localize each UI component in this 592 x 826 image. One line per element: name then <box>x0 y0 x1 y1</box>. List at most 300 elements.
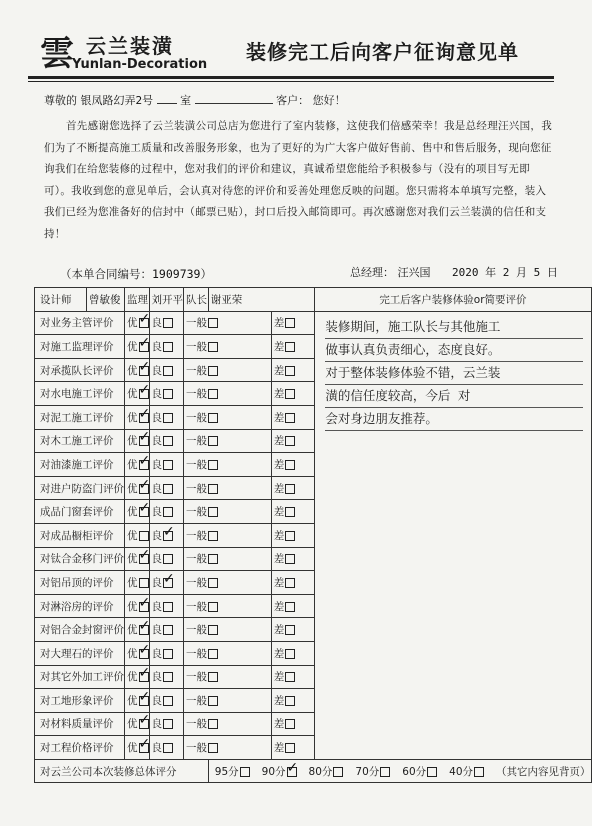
rating-checkbox[interactable] <box>139 554 149 564</box>
rating-option-label: 一般 <box>186 600 207 613</box>
rating-option <box>271 358 315 382</box>
rating-option-label: 差 <box>273 671 285 684</box>
rating-checkbox[interactable] <box>285 625 295 635</box>
rating-checkbox[interactable] <box>139 507 149 517</box>
salutation-prefix: 尊敬的 <box>44 94 77 107</box>
rating-option-label: 优 <box>127 340 138 353</box>
rating-checkbox[interactable] <box>285 649 295 659</box>
rating-option-label: 一般 <box>186 694 207 707</box>
overall-option <box>402 766 437 778</box>
rating-option <box>271 641 315 665</box>
rating-option <box>271 571 315 595</box>
rating-option-label: 差 <box>273 340 285 353</box>
rating-option-label: 一般 <box>186 411 207 424</box>
rating-option-label: 差 <box>273 364 285 377</box>
rating-option <box>125 665 150 689</box>
overall-options <box>208 759 591 783</box>
overall-option-label: 95分 <box>214 765 239 778</box>
overall-option <box>262 766 297 778</box>
rating-option-label: 差 <box>273 624 285 637</box>
rating-category: 对泥工施工评价 <box>35 405 125 429</box>
rating-checkbox[interactable] <box>139 696 149 706</box>
rating-checkbox[interactable] <box>163 672 173 682</box>
overall-option <box>309 766 344 778</box>
comment-line: 对于整体装修体验不错，云兰装 <box>325 362 582 385</box>
rating-option <box>149 405 184 429</box>
rating-option <box>125 689 150 713</box>
rating-option <box>125 736 150 760</box>
rating-checkbox[interactable] <box>208 531 218 541</box>
rating-checkbox[interactable] <box>208 719 218 729</box>
rating-checkbox[interactable] <box>285 484 295 494</box>
rating-option-label: 良 <box>151 435 162 448</box>
rating-option <box>271 382 315 406</box>
rating-option-label: 差 <box>273 718 285 731</box>
rating-option <box>184 641 272 665</box>
rating-option-label: 优 <box>127 458 138 471</box>
rating-category: 对施工监理评价 <box>35 335 125 359</box>
supervisor-name: 刘开平 <box>149 288 184 312</box>
rating-option <box>149 547 184 571</box>
rating-option-label: 一般 <box>186 435 207 448</box>
rating-option-label: 差 <box>273 482 285 495</box>
rating-option <box>184 335 272 359</box>
rating-option <box>184 571 272 595</box>
rating-checkbox[interactable] <box>285 696 295 706</box>
rating-option-label: 良 <box>151 624 162 637</box>
rating-checkbox[interactable] <box>139 625 149 635</box>
rating-option <box>149 523 184 547</box>
rating-option-label: 优 <box>127 388 138 401</box>
rating-category: 对工地形象评价 <box>35 689 125 713</box>
rating-category: 对钛合金移门评价 <box>35 547 125 571</box>
rating-checkbox[interactable] <box>208 366 218 376</box>
rating-checkbox[interactable] <box>139 602 149 612</box>
form-title: 装修完工后向客户征询意见单 <box>246 40 519 64</box>
foreman-label: 队长 <box>184 288 209 312</box>
rating-option-label: 一般 <box>186 624 207 637</box>
rating-option-label: 优 <box>127 718 138 731</box>
rating-option-label: 差 <box>273 576 285 589</box>
rating-option-label: 一般 <box>186 553 207 566</box>
rating-checkbox[interactable] <box>163 743 173 753</box>
rating-category: 对其它外加工评价 <box>35 665 125 689</box>
overall-checkbox[interactable] <box>333 767 343 777</box>
rating-option <box>184 311 272 335</box>
rating-option-label: 一般 <box>186 388 207 401</box>
rating-checkbox[interactable] <box>285 531 295 541</box>
rating-option-label: 差 <box>273 694 285 707</box>
rating-checkbox[interactable] <box>139 318 149 328</box>
rating-option-label: 良 <box>151 553 162 566</box>
rating-checkbox[interactable] <box>163 342 173 352</box>
rating-option <box>125 429 150 453</box>
rating-checkbox[interactable] <box>163 366 173 376</box>
rating-checkbox[interactable] <box>163 602 173 612</box>
rating-option <box>184 382 272 406</box>
rating-checkbox[interactable] <box>139 719 149 729</box>
overall-option-label: 40分 <box>449 765 474 778</box>
rating-option <box>149 736 184 760</box>
rating-option <box>125 453 150 477</box>
rating-category: 对材料质量评价 <box>35 712 125 736</box>
overall-option-label: 80分 <box>308 765 333 778</box>
overall-checkbox[interactable] <box>474 767 484 777</box>
rating-option-label: 良 <box>151 364 162 377</box>
address-field: 银凤路幻弄2号 <box>80 94 154 107</box>
overall-option <box>215 766 250 778</box>
rating-category: 对木工施工评价 <box>35 429 125 453</box>
rating-option-label: 差 <box>273 553 285 566</box>
rating-checkbox[interactable] <box>163 436 173 446</box>
rating-option-label: 良 <box>151 411 162 424</box>
rating-option-label: 良 <box>151 529 162 542</box>
rating-option <box>149 453 184 477</box>
manager-signature-block <box>350 264 558 280</box>
rating-option-label: 差 <box>273 435 285 448</box>
rating-category: 对水电施工评价 <box>35 382 125 406</box>
rating-option-label: 一般 <box>186 317 207 330</box>
rating-checkbox[interactable] <box>208 507 218 517</box>
rating-checkbox[interactable] <box>163 649 173 659</box>
rating-option <box>271 500 315 524</box>
rating-option-label: 优 <box>127 482 138 495</box>
rating-option <box>184 736 272 760</box>
rating-option <box>271 429 315 453</box>
rating-checkbox[interactable] <box>285 554 295 564</box>
rating-option <box>184 712 272 736</box>
rating-checkbox[interactable] <box>208 436 218 446</box>
overall-option-label: 90分 <box>261 765 286 778</box>
rating-checkbox[interactable] <box>285 743 295 753</box>
comment-line: 会对身边朋友推荐。 <box>325 408 582 431</box>
rating-option-label: 良 <box>151 694 162 707</box>
rating-checkbox[interactable] <box>163 318 173 328</box>
rating-option-label: 一般 <box>186 718 207 731</box>
greeting: 您好！ <box>312 94 346 107</box>
rating-checkbox[interactable] <box>285 672 295 682</box>
rating-option-label: 一般 <box>186 742 207 755</box>
rating-checkbox[interactable] <box>139 531 149 541</box>
rating-option <box>149 641 184 665</box>
rating-checkbox[interactable] <box>163 484 173 494</box>
rating-option <box>149 476 184 500</box>
rating-checkbox[interactable] <box>163 507 173 517</box>
rating-checkbox[interactable] <box>163 460 173 470</box>
rating-option <box>125 618 150 642</box>
rating-category: 对油漆施工评价 <box>35 453 125 477</box>
rating-option-label: 一般 <box>186 647 207 660</box>
rating-option-label: 差 <box>273 317 285 330</box>
rating-checkbox[interactable] <box>139 413 149 423</box>
rating-category: 对铝合金封窗评价 <box>35 618 125 642</box>
rating-checkbox[interactable] <box>163 413 173 423</box>
rating-option-label: 良 <box>151 647 162 660</box>
rating-option <box>125 571 150 595</box>
rating-option <box>149 618 184 642</box>
rating-checkbox[interactable] <box>139 649 149 659</box>
rating-option <box>149 335 184 359</box>
rating-option <box>271 335 315 359</box>
contract-number <box>60 266 212 282</box>
rating-option <box>125 500 150 524</box>
rating-option-label: 良 <box>151 742 162 755</box>
overall-checkbox[interactable] <box>380 767 390 777</box>
rating-option <box>271 405 315 429</box>
overall-option <box>449 766 484 778</box>
rating-option <box>184 618 272 642</box>
foreman-name: 谢亚荣 <box>208 288 315 312</box>
rating-option-label: 一般 <box>186 364 207 377</box>
comment-line: 装修期间，施工队长与其他施工 <box>325 316 582 339</box>
rating-option <box>271 665 315 689</box>
rating-category: 对铝吊顶的评价 <box>35 571 125 595</box>
rating-checkbox[interactable] <box>163 531 173 541</box>
rating-checkbox[interactable] <box>208 413 218 423</box>
rating-option-label: 良 <box>151 718 162 731</box>
manager-date: 2020 年 2 月 5 日 <box>452 266 558 279</box>
rating-option-label: 良 <box>151 576 162 589</box>
rating-option-label: 差 <box>273 458 285 471</box>
rating-category: 对工程价格评价 <box>35 736 125 760</box>
rating-checkbox[interactable] <box>208 602 218 612</box>
overall-checkbox[interactable] <box>240 767 250 777</box>
rating-checkbox[interactable] <box>285 413 295 423</box>
rating-option-label: 良 <box>151 506 162 519</box>
rating-checkbox[interactable] <box>139 672 149 682</box>
rating-option <box>149 571 184 595</box>
rating-category: 成品门窗套评价 <box>35 500 125 524</box>
rating-option-label: 优 <box>127 529 138 542</box>
rating-option <box>271 476 315 500</box>
rating-checkbox[interactable] <box>285 719 295 729</box>
rating-option <box>149 429 184 453</box>
rating-checkbox[interactable] <box>208 649 218 659</box>
brand-name: 云兰装潢 <box>86 34 174 58</box>
rating-option <box>125 382 150 406</box>
rating-option <box>149 311 184 335</box>
rating-option <box>149 712 184 736</box>
rating-checkbox[interactable] <box>163 625 173 635</box>
brand-name-en: Yunlan-Decoration <box>72 57 208 72</box>
rating-option <box>271 594 315 618</box>
rating-checkbox[interactable] <box>285 507 295 517</box>
rating-category: 对承揽队长评价 <box>35 358 125 382</box>
rating-checkbox[interactable] <box>285 389 295 399</box>
rating-category: 对淋浴房的评价 <box>35 594 125 618</box>
header-rule-thin <box>28 81 554 82</box>
rating-checkbox[interactable] <box>285 460 295 470</box>
comment-line: 做事认真负责细心，态度良好。 <box>325 339 582 362</box>
rating-checkbox[interactable] <box>163 578 173 588</box>
rating-option-label: 差 <box>273 506 285 519</box>
rating-option-label: 优 <box>127 671 138 684</box>
header-rule <box>28 76 554 79</box>
rating-option <box>184 453 272 477</box>
manager-label: 总经理： <box>350 266 394 279</box>
rating-checkbox[interactable] <box>208 318 218 328</box>
rating-option <box>125 523 150 547</box>
overall-row <box>35 759 592 783</box>
rating-option-label: 一般 <box>186 482 207 495</box>
rating-option-label: 良 <box>151 388 162 401</box>
rating-checkbox[interactable] <box>208 484 218 494</box>
designer-label: 设计师 <box>35 288 87 312</box>
rating-option-label: 优 <box>127 742 138 755</box>
rating-checkbox[interactable] <box>208 696 218 706</box>
rating-checkbox[interactable] <box>285 342 295 352</box>
rating-option <box>271 523 315 547</box>
salutation <box>44 92 346 108</box>
rating-option <box>184 547 272 571</box>
staff-row <box>35 288 592 312</box>
rating-option <box>149 382 184 406</box>
rating-option-label: 良 <box>151 458 162 471</box>
rating-option-label: 优 <box>127 435 138 448</box>
rating-option-label: 优 <box>127 576 138 589</box>
rating-option-label: 差 <box>273 411 285 424</box>
supervisor-label: 监理 <box>125 288 150 312</box>
rating-option <box>271 618 315 642</box>
rating-checkbox[interactable] <box>139 436 149 446</box>
rating-checkbox[interactable] <box>208 743 218 753</box>
rating-option <box>271 311 315 335</box>
rating-checkbox[interactable] <box>208 342 218 352</box>
overall-option-label: 60分 <box>402 765 427 778</box>
rating-option <box>125 311 150 335</box>
rating-checkbox[interactable] <box>163 719 173 729</box>
rating-checkbox[interactable] <box>285 578 295 588</box>
rating-option <box>271 547 315 571</box>
rating-checkbox[interactable] <box>285 602 295 612</box>
rating-option-label: 差 <box>273 647 285 660</box>
rating-checkbox[interactable] <box>139 484 149 494</box>
comment-area <box>315 311 591 759</box>
rating-category: 对成品橱柜评价 <box>35 523 125 547</box>
rating-checkbox[interactable] <box>208 554 218 564</box>
address-blank <box>157 103 177 104</box>
rating-option <box>184 429 272 453</box>
overall-note: （其它内容见背页） <box>496 765 591 778</box>
rating-option-label: 差 <box>273 388 285 401</box>
rating-option-label: 优 <box>127 506 138 519</box>
rating-option-label: 优 <box>127 317 138 330</box>
rating-option-label: 一般 <box>186 576 207 589</box>
rating-option-label: 良 <box>151 340 162 353</box>
rating-option-label: 良 <box>151 482 162 495</box>
rating-checkbox[interactable] <box>285 366 295 376</box>
rating-option-label: 差 <box>273 742 285 755</box>
rating-option <box>149 358 184 382</box>
rating-checkbox[interactable] <box>139 389 149 399</box>
rating-checkbox[interactable] <box>139 460 149 470</box>
rating-option-label: 优 <box>127 364 138 377</box>
rating-option-label: 一般 <box>186 671 207 684</box>
rating-option <box>125 476 150 500</box>
contract-value: 1909739 <box>152 267 201 281</box>
rating-option-label: 优 <box>127 694 138 707</box>
rating-category: 对进户防盗门评价 <box>35 476 125 500</box>
rating-option-label: 良 <box>151 671 162 684</box>
rating-option-label: 良 <box>151 317 162 330</box>
rating-checkbox[interactable] <box>208 625 218 635</box>
rating-option <box>271 736 315 760</box>
rating-option <box>184 523 272 547</box>
rating-checkbox[interactable] <box>139 342 149 352</box>
overall-checkbox[interactable] <box>427 767 437 777</box>
rating-checkbox[interactable] <box>208 460 218 470</box>
rating-checkbox[interactable] <box>139 743 149 753</box>
contract-close: ） <box>200 267 212 281</box>
rating-checkbox[interactable] <box>163 696 173 706</box>
overall-option-label: 70分 <box>355 765 380 778</box>
rating-option <box>149 594 184 618</box>
rating-option <box>184 594 272 618</box>
rating-option <box>125 547 150 571</box>
rating-option-label: 优 <box>127 553 138 566</box>
customer-label: 客户： <box>276 94 310 107</box>
rating-category: 对业务主管评价 <box>35 311 125 335</box>
contract-label: （本单合同编号： <box>60 267 152 281</box>
overall-label: 对云兰公司本次装修总体评分 <box>35 759 209 783</box>
rating-option-label: 良 <box>151 600 162 613</box>
rating-option <box>184 358 272 382</box>
rating-option <box>271 712 315 736</box>
rating-option <box>184 476 272 500</box>
rating-checkbox[interactable] <box>139 366 149 376</box>
overall-checkbox[interactable] <box>287 767 297 777</box>
evaluation-table <box>34 287 592 783</box>
rating-checkbox[interactable] <box>208 672 218 682</box>
manager-signature: 汪兴国 <box>397 266 431 279</box>
comment-line: 潢的信任度较高，今后 对 <box>325 385 582 408</box>
logo-mark: 雲 <box>40 34 74 74</box>
rating-option-label: 一般 <box>186 458 207 471</box>
rating-option <box>271 689 315 713</box>
rating-row <box>35 311 592 335</box>
rating-option-label: 差 <box>273 600 285 613</box>
rating-option <box>149 665 184 689</box>
designer-name: 曾敏俊 <box>86 288 124 312</box>
rating-option-label: 一般 <box>186 529 207 542</box>
rating-checkbox[interactable] <box>208 578 218 588</box>
rating-checkbox[interactable] <box>139 578 149 588</box>
rating-option <box>149 689 184 713</box>
rating-option-label: 一般 <box>186 506 207 519</box>
rating-option-label: 优 <box>127 411 138 424</box>
rating-option <box>125 335 150 359</box>
rating-category: 对大理石的评价 <box>35 641 125 665</box>
rating-option <box>184 500 272 524</box>
rating-option <box>125 594 150 618</box>
rating-option <box>184 405 272 429</box>
rating-checkbox[interactable] <box>285 436 295 446</box>
rating-option-label: 一般 <box>186 340 207 353</box>
rating-option-label: 优 <box>127 647 138 660</box>
rating-option <box>125 712 150 736</box>
comment-header: 完工后客户装修体验or简要评价 <box>315 288 591 312</box>
rating-checkbox[interactable] <box>163 389 173 399</box>
rating-checkbox[interactable] <box>285 318 295 328</box>
rating-checkbox[interactable] <box>163 554 173 564</box>
rating-option <box>271 453 315 477</box>
rating-option <box>125 641 150 665</box>
name-blank <box>195 103 273 104</box>
rating-checkbox[interactable] <box>208 389 218 399</box>
rating-option <box>125 405 150 429</box>
rating-option <box>149 500 184 524</box>
rating-option-label: 优 <box>127 600 138 613</box>
